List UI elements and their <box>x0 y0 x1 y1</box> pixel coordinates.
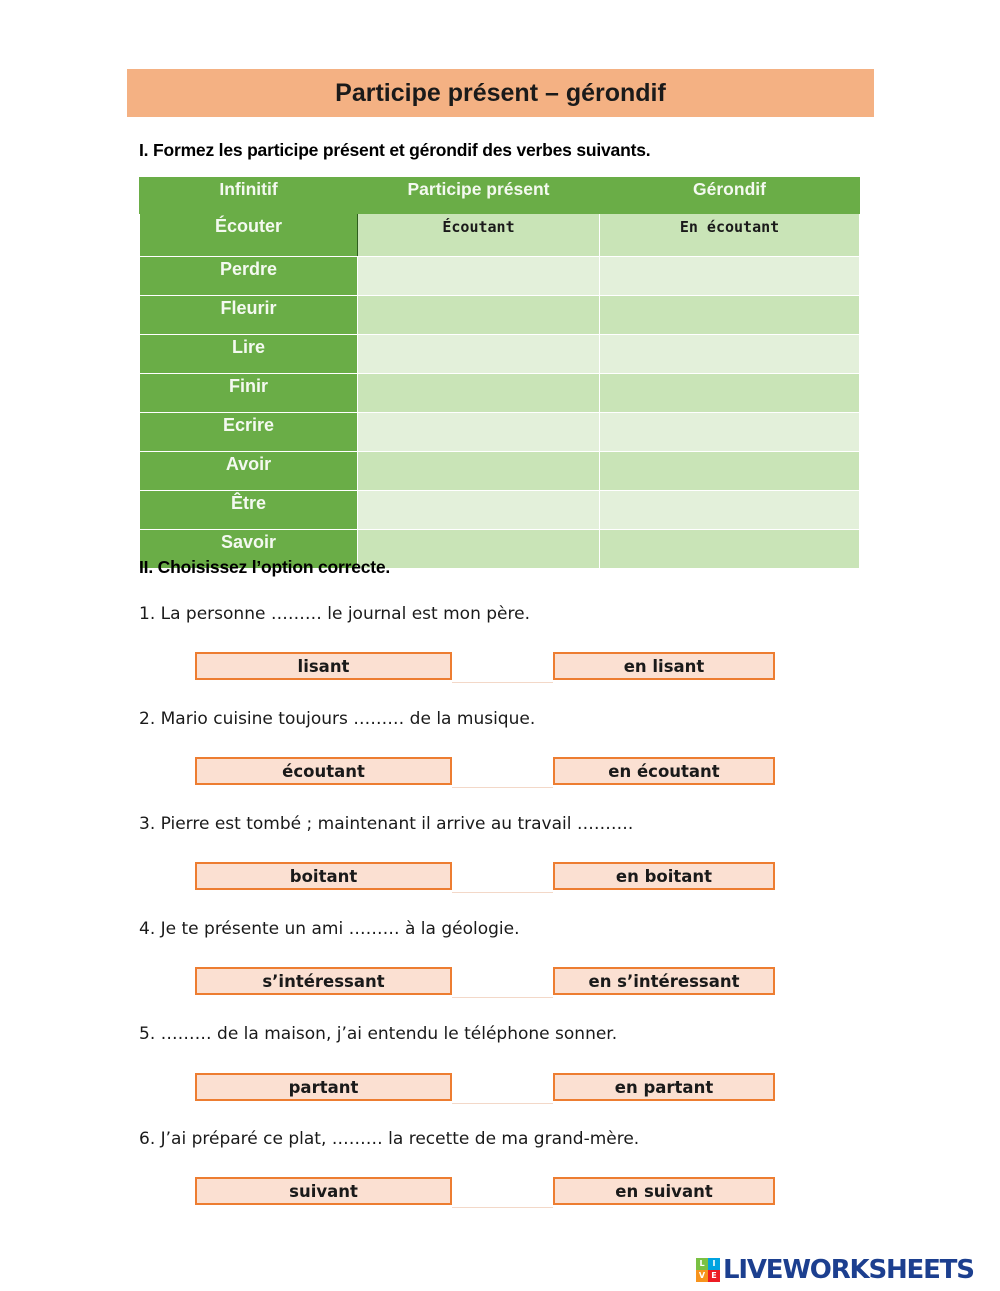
gerondif-answer-field[interactable] <box>600 374 860 413</box>
table-row <box>140 452 860 491</box>
infinitif-cell: Perdre <box>140 257 358 296</box>
question-text: 2. Mario cuisine toujours ……… de la musique. <box>139 709 536 729</box>
option-a-button[interactable]: s’intéressant <box>195 967 452 995</box>
worksheet-title-bar <box>127 69 874 117</box>
logo-letter: E <box>708 1270 720 1282</box>
question-text: 3. Pierre est tombé ; maintenant il arrive au travail ………. <box>139 814 634 834</box>
participe-answer-field[interactable] <box>358 296 600 335</box>
section2-heading: II. Choisissez l’option correcte. <box>139 557 391 577</box>
participe-answer-field[interactable] <box>358 413 600 452</box>
gerondif-answer-field[interactable] <box>600 335 860 374</box>
table-row <box>140 214 860 257</box>
option-b-button[interactable]: en lisant <box>553 652 775 680</box>
option-connector <box>452 787 553 788</box>
question-text: 5. ……… de la maison, j’ai entendu le téléphone sonner. <box>139 1024 618 1044</box>
question-text: 4. Je te présente un ami ……… à la géologie. <box>139 919 520 939</box>
liveworksheets-logo-icon <box>696 1258 720 1282</box>
infinitif-cell: Finir <box>140 374 358 413</box>
participe-answer-field[interactable] <box>358 530 600 569</box>
participe-answer-field[interactable]: Écoutant <box>358 214 600 257</box>
option-a-button[interactable]: partant <box>195 1073 452 1101</box>
option-b-button[interactable]: en suivant <box>553 1177 775 1205</box>
logo-letter: V <box>696 1270 708 1282</box>
option-b-button[interactable]: en s’intéressant <box>553 967 775 995</box>
table-row <box>140 257 860 296</box>
gerondif-answer-field[interactable] <box>600 491 860 530</box>
column-header-infinitif: Infinitif <box>140 178 358 214</box>
option-a-button[interactable]: lisant <box>195 652 452 680</box>
gerondif-answer-field[interactable] <box>600 413 860 452</box>
gerondif-answer-field[interactable] <box>600 530 860 569</box>
brand-name: LIVEWORKSHEETS <box>723 1255 974 1285</box>
participe-answer-field[interactable] <box>358 374 600 413</box>
table-header-row <box>140 178 860 214</box>
option-b-button[interactable]: en boitant <box>553 862 775 890</box>
participe-answer-field[interactable] <box>358 335 600 374</box>
infinitif-cell: Lire <box>140 335 358 374</box>
gerondif-answer-field[interactable] <box>600 296 860 335</box>
liveworksheets-brand[interactable] <box>696 1256 974 1284</box>
participe-answer-field[interactable] <box>358 257 600 296</box>
option-connector <box>452 1103 553 1104</box>
column-header-gerondif: Gérondif <box>600 178 860 214</box>
table-row <box>140 491 860 530</box>
table-row <box>140 374 860 413</box>
question-text: 6. J’ai préparé ce plat, ……… la recette de ma grand-mère. <box>139 1129 640 1149</box>
participe-answer-field[interactable] <box>358 452 600 491</box>
option-connector <box>452 892 553 893</box>
gerondif-answer-field[interactable]: En écoutant <box>600 214 860 257</box>
table-row <box>140 413 860 452</box>
infinitif-cell: Être <box>140 491 358 530</box>
option-b-button[interactable]: en partant <box>553 1073 775 1101</box>
infinitif-cell: Écouter <box>140 214 358 257</box>
table-row <box>140 296 860 335</box>
column-header-participe: Participe présent <box>358 178 600 214</box>
gerondif-answer-field[interactable] <box>600 452 860 491</box>
option-connector <box>452 997 553 998</box>
option-a-button[interactable]: boitant <box>195 862 452 890</box>
logo-letter: L <box>696 1258 708 1270</box>
gerondif-answer-field[interactable] <box>600 257 860 296</box>
infinitif-cell: Avoir <box>140 452 358 491</box>
logo-letter: I <box>708 1258 720 1270</box>
option-a-button[interactable]: écoutant <box>195 757 452 785</box>
option-connector <box>452 682 553 683</box>
infinitif-cell: Savoir <box>140 530 358 569</box>
option-b-button[interactable]: en écoutant <box>553 757 775 785</box>
table-row <box>140 335 860 374</box>
section1-heading: I. Formez les participe présent et gérondif des verbes suivants. <box>139 140 651 160</box>
infinitif-cell: Fleurir <box>140 296 358 335</box>
question-text: 1. La personne ……… le journal est mon père. <box>139 604 530 624</box>
participe-answer-field[interactable] <box>358 491 600 530</box>
infinitif-cell: Ecrire <box>140 413 358 452</box>
option-a-button[interactable]: suivant <box>195 1177 452 1205</box>
verb-table <box>139 177 860 569</box>
option-connector <box>452 1207 553 1208</box>
worksheet-title: Participe présent – gérondif <box>335 78 666 107</box>
